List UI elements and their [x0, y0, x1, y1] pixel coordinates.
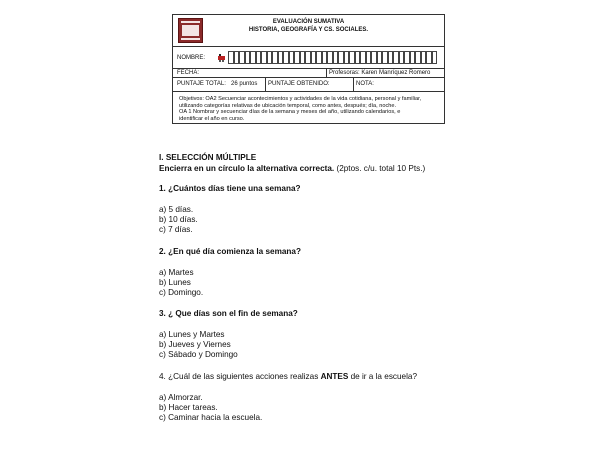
q1-option-b[interactable]: b) 10 días.	[159, 215, 198, 224]
section-instruction: Encierra en un círculo la alternativa correcta. (2ptos. c/u. total 10 Pts.)	[159, 164, 426, 173]
puntaje-total-value: 26 puntos	[231, 81, 258, 87]
question-1: 1. ¿Cuántos días tiene una semana?	[159, 184, 301, 193]
puntaje-obtenido-label: PUNTAJE OBTENIDO:	[268, 81, 330, 87]
q1-option-a[interactable]: a) 5 días.	[159, 205, 194, 214]
nota-label: NOTA:	[356, 81, 374, 87]
objetivos-row	[173, 92, 444, 123]
title-line-1: EVALUACIÓN SUMATIVA	[272, 19, 345, 25]
fecha-label: FECHA:	[177, 70, 200, 76]
section-heading: I. SELECCIÓN MÚLTIPLE	[159, 153, 257, 162]
profesora-label: Profesoras: Karen Manríquez Romero	[329, 70, 431, 76]
question-2: 2. ¿En qué día comienza la semana?	[159, 247, 301, 256]
name-grid-cell[interactable]	[432, 51, 438, 64]
question-3: 3. ¿ Que días son el fin de semana?	[159, 309, 298, 318]
fecha-row	[173, 69, 444, 78]
nombre-label: NOMBRE:	[177, 55, 206, 61]
q2-option-a[interactable]: a) Martes	[159, 268, 194, 277]
q2-option-c[interactable]: c) Domingo.	[159, 288, 204, 297]
objetivos-text: Objetivos: OA2 Secuenciar acontecimientos y actividades de la vida cotidiana, personal y familiar, utilizando categorías relativas de ubicación temporal, como antes, después; día, noche. OA 1 Nombrar y secuenciar días de la semana y meses del año, utilizando calendarios, e identificar el año en curso.	[179, 96, 422, 122]
q1-option-c[interactable]: c) 7 días.	[159, 225, 193, 234]
page-title	[173, 19, 444, 34]
title-line-2: HISTORIA, GEOGRAFÍA Y CS. SOCIALES.	[248, 26, 369, 33]
q4-option-a[interactable]: a) Almorzar.	[159, 393, 203, 402]
question-4: 4. ¿Cuál de las siguientes acciones realizas ANTES de ir a la escuela?	[159, 372, 418, 381]
q3-option-c[interactable]: c) Sábado y Domingo	[159, 350, 238, 359]
puntaje-total-label: PUNTAJE TOTAL:	[177, 81, 226, 87]
train-icon	[218, 54, 226, 61]
q2-option-b[interactable]: b) Lunes	[159, 278, 191, 287]
header-box	[172, 14, 445, 124]
q3-option-a[interactable]: a) Lunes y Martes	[159, 330, 225, 339]
header-title-row	[173, 15, 444, 47]
q3-option-b[interactable]: b) Jueves y Viernes	[159, 340, 231, 349]
q4-option-c[interactable]: c) Caminar hacia la escuela.	[159, 413, 263, 422]
q4-option-b[interactable]: b) Hacer tareas.	[159, 403, 218, 412]
puntaje-row	[173, 78, 444, 92]
name-grid[interactable]	[228, 51, 437, 64]
nombre-row	[173, 47, 444, 69]
